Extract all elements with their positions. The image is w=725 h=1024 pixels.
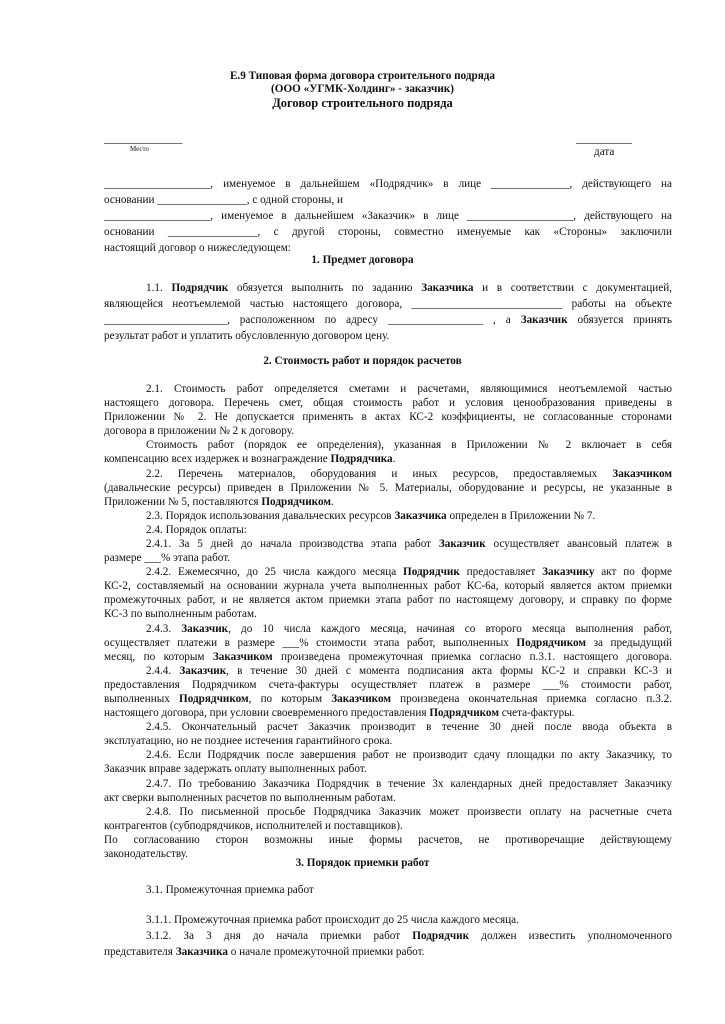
- text-run: результат работ и уплатить обусловленную договором цену.: [104, 330, 390, 342]
- text-run: 2.4.1. За 5 дней до начала производства этапа работ: [146, 538, 439, 550]
- text-run: ___________________, именуемое в дальнейшем «Подрядчик» в лице ______________, действующего на: [104, 178, 672, 190]
- text-line: [104, 329, 389, 343]
- bold-term: Заказчик: [181, 623, 229, 635]
- text-run: 3.1.2. За 3 дня до начала приемки работ: [146, 930, 413, 942]
- text-run: Приложении № 2. Не допускается применять в актах КС-2 коэффициенты, не согласованные сторонами: [104, 411, 672, 423]
- text-line: [104, 678, 672, 692]
- text-run: .: [330, 496, 334, 508]
- text-run: должен известить уполномоченного: [469, 930, 672, 942]
- text-line: [146, 537, 672, 551]
- text-run: контрагентов (субподрядчиков, исполнителей и поставщиков).: [104, 820, 403, 832]
- text-line: [146, 622, 672, 636]
- text-line: [146, 509, 595, 523]
- text-run: 2.4. Порядок оплаты:: [146, 524, 247, 536]
- text-line: [104, 177, 672, 191]
- text-line: [146, 438, 672, 452]
- text-run: (давальческие ресурсы) приведен в Приложении № 5. Материалы, оборудование и ресурсы, не указанные в: [104, 482, 672, 494]
- text-run: 2.1. Стоимость работ определяется сметами и расчетами, являющимися неотъемлемой частью: [146, 383, 672, 395]
- bold-term: Подрядчиком: [516, 637, 587, 649]
- text-line: [104, 593, 672, 607]
- text-run: , до 10 числа каждого месяца, начиная со второго месяца выполнения работ,: [228, 623, 672, 635]
- text-run: 2.3. Порядок использования давальческих ресурсов: [146, 510, 395, 522]
- text-line: [104, 650, 672, 664]
- form-caption: Е.9 Типовая форма договора строительного подряда: [229, 70, 496, 82]
- text-run: представителя: [104, 946, 176, 958]
- text-run: КС-3 по выполненным работам.: [104, 608, 257, 620]
- text-line: [104, 551, 230, 565]
- bold-term: Заказчика: [421, 282, 474, 294]
- text-line: [104, 396, 672, 410]
- section-2-heading: 2. Стоимость работ и порядок расчетов: [263, 355, 462, 367]
- text-run: настоящего договора, при условии своевременного предоставления: [104, 707, 430, 719]
- text-run: произведена промежуточная приемка согласно п.3.1. настоящего договора.: [272, 651, 672, 663]
- bold-term: Подрядчиком: [179, 693, 249, 705]
- text-run: о начале промежуточной приемки работ.: [227, 946, 425, 958]
- text-line: [104, 734, 392, 748]
- text-run: обязуется выполнить по заданию: [228, 282, 422, 294]
- text-line: [104, 209, 672, 223]
- place-label: Место: [130, 145, 149, 153]
- bold-term: Заказчиком: [212, 651, 273, 663]
- text-line: [146, 281, 672, 295]
- text-run: произведена окончательная приемка согласно п.3.2.: [390, 693, 672, 705]
- text-run: 2.4.4.: [146, 665, 180, 677]
- text-run: эксплуатацию, но не позднее истечения гарантийного срока.: [104, 735, 393, 747]
- text-line: [104, 225, 672, 239]
- text-run: 2.2. Перечень материалов, оборудования и иных ресурсов, предоставляемых: [146, 468, 613, 480]
- text-line: [146, 883, 314, 897]
- text-run: выполненных: [104, 693, 179, 705]
- text-run: , по которым: [248, 693, 332, 705]
- text-run: осуществляет авансовый платеж в: [485, 538, 673, 550]
- text-line: [146, 777, 672, 791]
- bold-term: Заказчику: [542, 566, 595, 578]
- text-run: 2.4.3.: [146, 623, 182, 635]
- text-line: [104, 495, 334, 509]
- text-line: [104, 706, 575, 720]
- text-line: [104, 481, 672, 495]
- text-line: [104, 452, 395, 466]
- bold-term: Подрядчик: [403, 566, 460, 578]
- text-line: [104, 607, 257, 621]
- text-line: [146, 467, 672, 481]
- section-1-heading: 1. Предмет договора: [311, 254, 414, 266]
- text-line: [146, 929, 672, 943]
- text-run: основании ________________, с другой стороны, совместно именуемые как «Стороны» заключили: [104, 226, 672, 238]
- text-line: [104, 297, 672, 311]
- bold-term: Подрядчик: [412, 930, 470, 942]
- bold-term: Заказчиком: [331, 693, 391, 705]
- text-line: [104, 819, 403, 833]
- bold-term: Заказчик: [438, 538, 486, 550]
- text-run: Заказчик вправе задержать оплату выполненных работ.: [104, 763, 367, 775]
- text-line: [104, 424, 294, 438]
- text-run: , в течение 30 дней с момента подписания акта формы КС-2 и справки КС-3 и: [226, 665, 673, 677]
- bold-term: Заказчик: [179, 665, 227, 677]
- text-run: компенсацию всех издержек и вознаграждение: [104, 453, 331, 465]
- text-run: являющейся неотъемлемой частью настоящего договора, ___________________________ работы на объекте: [104, 298, 672, 310]
- text-run: за предыдущий: [586, 637, 672, 649]
- text-line: [104, 313, 672, 327]
- text-run: 2.4.7. По требованию Заказчика Подрядчик в течение 3х календарных дней предоставляет Заказчику: [146, 778, 672, 790]
- text-run: акт по форме: [594, 566, 672, 578]
- text-run: размере ___% этапа работ.: [104, 552, 231, 564]
- text-line: [104, 833, 672, 847]
- text-line: [146, 805, 672, 819]
- text-run: ______________________, расположенном по адресу _________________ , а: [104, 314, 521, 326]
- text-run: месяц, по которым: [104, 651, 213, 663]
- text-run: настоящего договора. Перечень смет, общая стоимость работ и условия ценообразования приведены в: [104, 397, 672, 409]
- text-line: [146, 664, 672, 678]
- text-run: Приложении № 5, поставляются: [104, 496, 262, 508]
- text-run: основании ________________, с одной стороны, и: [104, 194, 344, 206]
- text-line: [104, 410, 672, 424]
- text-run: 2.4.2. Ежемесячно, до 25 числа каждого месяца: [146, 566, 404, 578]
- text-line: [146, 565, 672, 579]
- text-run: 1.1.: [146, 282, 172, 294]
- text-run: Стоимость работ (порядок ее определения), указанная в Приложении № 2 включает в себя: [146, 439, 672, 451]
- date-label: дата: [594, 146, 615, 158]
- text-run: По согласованию сторон возможны иные формы расчетов, не противоречащие действующему: [104, 834, 672, 846]
- bold-term: Подрядчик: [171, 282, 229, 294]
- text-run: настоящий договор о нижеследующем:: [104, 242, 291, 254]
- text-line: [104, 579, 672, 593]
- text-run: ___________________, именуемое в дальнейшем «Заказчик» в лице ___________________, действующего на: [104, 210, 672, 222]
- text-line: [104, 762, 367, 776]
- text-run: осуществляет платежи в размере ___% стоимости этапа работ, выполненных: [104, 637, 517, 649]
- text-line: [104, 945, 424, 959]
- text-line: [146, 913, 519, 927]
- customer-caption: (ООО «УГМК-Холдинг» - заказчик): [271, 83, 454, 95]
- document-title: Договор строительного подряда: [272, 96, 453, 110]
- text-run: 2.4.8. По письменной просьбе Подрядчика Заказчик может произвести оплату на расчетные счета: [146, 806, 672, 818]
- bold-term: Заказчиком: [612, 468, 672, 480]
- bold-term: Заказчика: [175, 946, 228, 958]
- date-blank: __________: [576, 133, 632, 145]
- text-run: определен в Приложении № 7.: [446, 510, 596, 522]
- text-run: и в соответствии с документацией,: [473, 282, 672, 294]
- text-run: предоставляет: [459, 566, 543, 578]
- text-line: [146, 382, 672, 396]
- text-run: 2.4.5. Окончательный расчет Заказчик производит в течение 30 дней после ввода объекта в: [146, 721, 672, 733]
- text-run: 3.1.1. Промежуточная приемка работ происходит до 25 числа каждого месяца.: [146, 914, 519, 926]
- bold-term: Заказчика: [394, 510, 447, 522]
- text-line: [104, 193, 343, 207]
- text-line: [146, 748, 672, 762]
- text-run: договора в приложении № 2 к договору.: [104, 425, 294, 437]
- place-blank: ______________: [104, 133, 183, 145]
- text-run: акт сверки выполненных расчетов по выполненным работам.: [104, 792, 396, 804]
- section-3-heading: 3. Порядок приемки работ: [295, 857, 430, 869]
- text-line: [146, 720, 672, 734]
- text-run: обязуется принять: [567, 314, 673, 326]
- bold-term: Подрядчика: [330, 453, 393, 465]
- text-line: [104, 636, 672, 650]
- text-line: [104, 791, 396, 805]
- text-run: предоставления Подрядчиком счета-фактуры осуществляет платеж в размере ___% стоимости работ,: [104, 679, 672, 691]
- text-run: .: [392, 453, 396, 465]
- text-run: законодательству.: [104, 848, 189, 860]
- text-run: счета-фактуры.: [498, 707, 575, 719]
- text-run: промежуточных работ, и не является актом приемки этапа работ по настоящему договору, и справку по форме: [104, 594, 672, 606]
- text-run: 2.4.6. Если Подрядчик после завершения работ не производит сдачу площадки по акту Заказчику, то: [146, 749, 672, 761]
- text-line: [146, 523, 247, 537]
- bold-term: Подрядчиком: [261, 496, 331, 508]
- text-line: [104, 692, 672, 706]
- bold-term: Подрядчиком: [429, 707, 499, 719]
- text-run: 3.1. Промежуточная приемка работ: [146, 884, 314, 896]
- bold-term: Заказчик: [520, 314, 568, 326]
- text-run: КС-2, составляемый на основании журнала учета выполненных работ КС-6а, который является актом приемки: [104, 580, 672, 592]
